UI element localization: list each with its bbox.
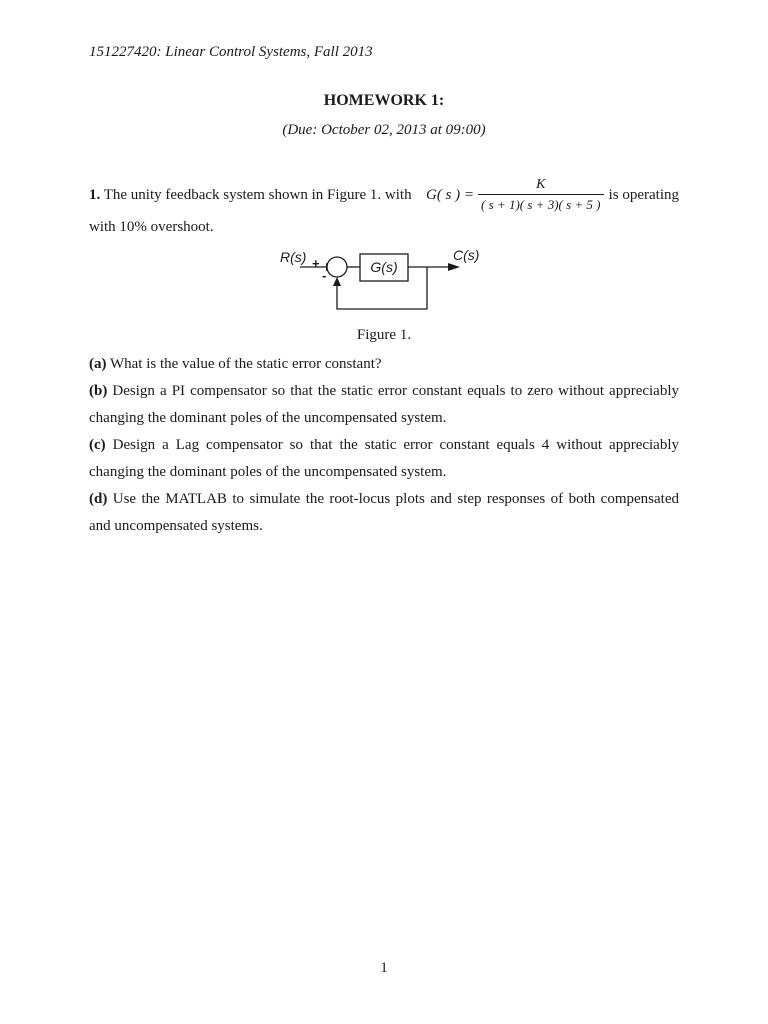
question-text: Use the MATLAB to simulate the root-locus plots and step responses of both compensated and uncompensated systems. [89, 491, 679, 534]
formula-denominator: ( s + 1)( s + 3)( s + 5 ) [478, 194, 603, 213]
block-diagram [270, 240, 500, 315]
question-label: (c) [89, 437, 106, 453]
minus-sign: - [322, 268, 327, 283]
formula-fraction [478, 177, 603, 213]
output-label: C(s) [453, 247, 480, 263]
course-header: 151227420: Linear Control Systems, Fall 2013 [89, 44, 373, 60]
problem-intro-line2: with 10% overshoot. [89, 219, 214, 235]
question-text: Design a Lag compensator so that the static error constant equals 4 without appreciably changing the dominant poles of the uncompensated system. [89, 437, 680, 480]
summing-junction [327, 257, 347, 277]
transfer-function [426, 177, 604, 213]
page-number: 1 [380, 960, 388, 976]
problem-intro-tail: is operating [608, 187, 679, 203]
figure-caption: Figure 1. [356, 327, 412, 343]
question-label: (a) [89, 356, 107, 372]
question-a [89, 351, 679, 378]
plant-label: G(s) [370, 259, 398, 275]
problem-number: 1. [89, 187, 101, 203]
question-b [89, 378, 679, 432]
question-label: (b) [89, 383, 108, 399]
plus-sign: + [312, 256, 320, 271]
question-text: Design a PI compensator so that the static error constant equals to zero without appreciably changing the dominant poles of the uncompensated system. [89, 383, 680, 426]
page-title: HOMEWORK 1: [323, 92, 445, 109]
problem-intro-text: The unity feedback system shown in Figure 1. with [103, 187, 412, 203]
feedback-arrowhead [333, 277, 341, 286]
question-c [89, 432, 679, 486]
question-label: (d) [89, 491, 108, 507]
question-text: What is the value of the static error constant? [109, 356, 382, 372]
output-arrowhead [448, 263, 460, 271]
input-label: R(s) [280, 249, 307, 265]
formula-lhs: G( s ) = [426, 186, 475, 203]
formula-numerator: K [536, 177, 546, 192]
question-d [89, 486, 679, 540]
due-date: (Due: October 02, 2013 at 09:00) [282, 122, 486, 138]
